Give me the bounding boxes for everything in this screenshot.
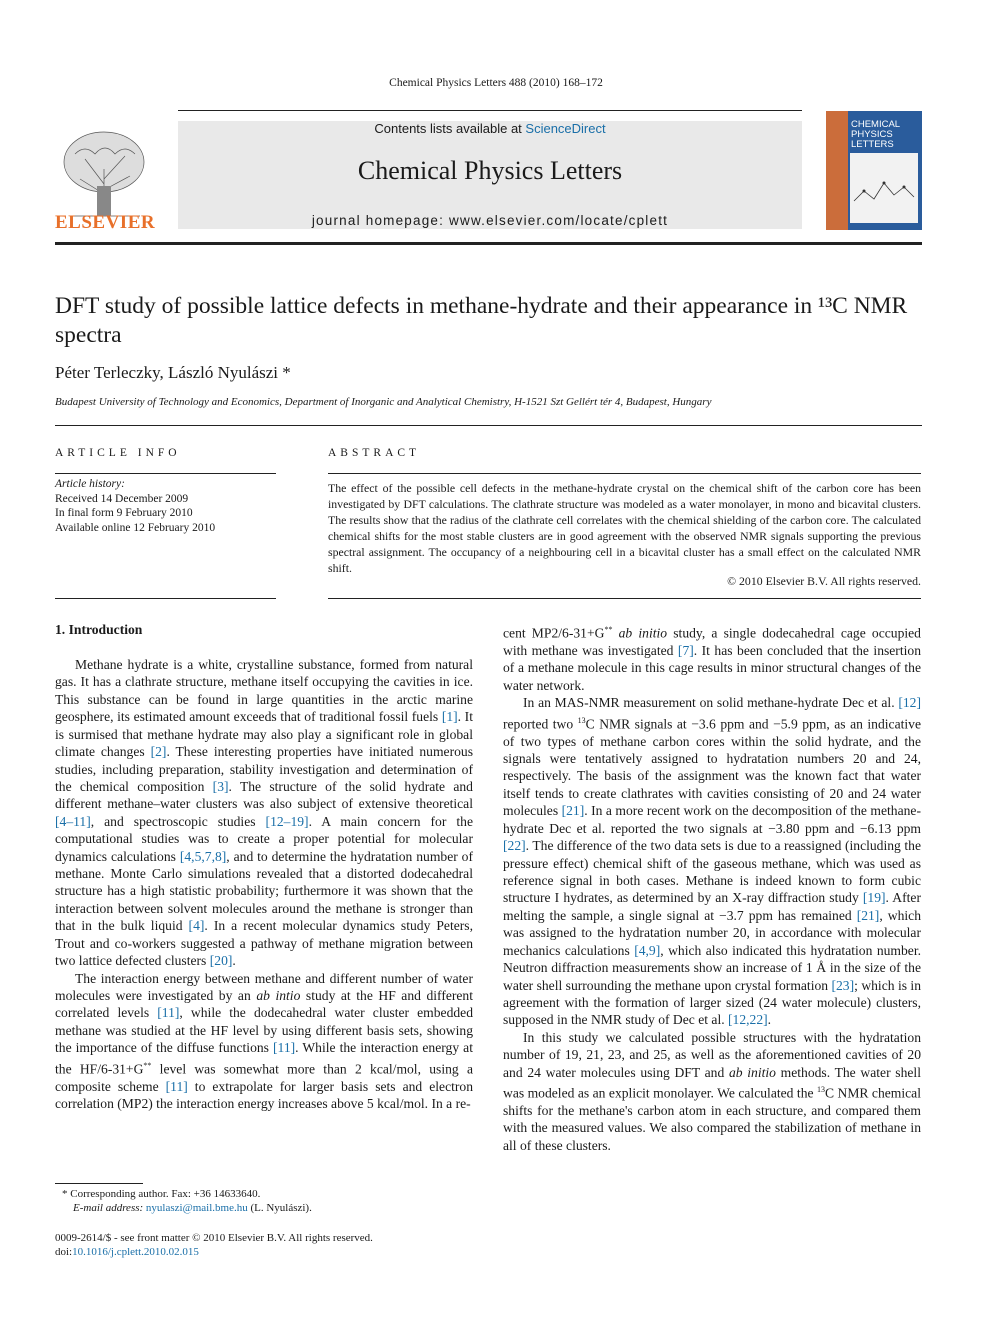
paragraph: In this study we calculated possible structures with the hydratation number of 19, 21, 23, and 25, as well as the aforementioned cavities of 20 and 24 water molecules using DFT and ab initio methods. The water shell was modeled as an explicit monolayer. We calculated the $^{13}$C NMR chemical shifts for the methane's carbon atom in each structure, and compared them with the measured values. We also compared the stabilization of methane in all of these clusters.: [503, 1029, 921, 1153]
ref-link[interactable]: [4–11]: [55, 813, 91, 829]
article-info-rule: [55, 473, 276, 474]
ref-link[interactable]: [21]: [856, 907, 880, 923]
ref-link[interactable]: [19]: [862, 890, 886, 906]
cover-title: CHEMICAL PHYSICS LETTERS: [851, 119, 900, 150]
sciencedirect-link[interactable]: ScienceDirect: [525, 121, 606, 136]
ref-link[interactable]: [11]: [157, 1005, 180, 1021]
email-label: E-mail address:: [73, 1202, 144, 1214]
ref-link[interactable]: [12–19]: [265, 813, 309, 829]
body-right-column: [503, 621, 921, 1154]
introduction-heading: 1. Introduction: [55, 622, 143, 637]
elsevier-wordmark: ELSEVIER: [55, 212, 156, 233]
email-suffix: (L. Nyulászi).: [250, 1202, 312, 1214]
article-history: [55, 477, 276, 535]
article-authors: Péter Terleczky, László Nyulászi *: [55, 363, 291, 382]
article-title: DFT study of possible lattice defects in methane-hydrate and their appearance in ¹³C NMR spectra: [55, 293, 908, 348]
email-link[interactable]: nyulaszi@mail.bme.hu: [145, 1202, 248, 1214]
ref-link[interactable]: [23]: [831, 977, 855, 993]
contents-line: [178, 121, 802, 136]
doi-prefix: doi:: [55, 1246, 73, 1258]
abstract-bottom-rule: [328, 598, 921, 599]
paragraph: Methane hydrate is a white, crystalline substance, formed from natural gas. It has a clathrate structure, methane itself occupying the cavities in ice. This substance can be found in large quantities in the arctic marine geosphere, its estimated amount exceeds that of traditional fossil fuels [1]. It is surmised that methane hydrate may also play a significant role in global climate changes [2]. These interesting properties have initiated numerous studies, including preparation, stability investigation and determination of the chemical composition [3]. The structure of the solid hydrate and different methane–water clusters was also subject of extensive theoretical [4–11], and spectroscopic studies [12–19]. A main concern for the computational studies was to create a proper potential for molecular dynamics calculations [4,5,7,8], and to determine the hydratation number of methane. Monte Carlo simulations revealed that a distorted dodecahedral structure has a high statistic probability; furthermore it was shown that the interaction between solvent molecules around the methane is stronger than that in the bulk liquid [4]. In a recent molecular dynamics study Peters, Trout and co-workers suggested a pathway of methane migration between two lattice defected clusters [20].: [55, 657, 473, 969]
history-label: Article history:: [55, 478, 125, 490]
journal-homepage[interactable]: journal homepage: www.elsevier.com/locate/cplett: [311, 213, 669, 228]
email-note: [62, 1201, 473, 1215]
corresponding-author-note: * Corresponding author. Fax: +36 14633640.: [62, 1188, 261, 1200]
paragraph: The interaction energy between methane and different number of water molecules were investigated by an ab intio study at the HF and different correlated levels [11], while the dodecahedral water cluster embedded methane was studied at the HF level by using different basis sets, showing the importance of the diffuse functions [11]. While the interaction energy at the HF/6-31+G** level was somewhat more than 2 kcal/mol, using a composite scheme [11] to extrapolate for larger basis sets and electron correlation (MP2) the interaction energy increases above 5 kcal/mol. In a re-: [55, 970, 474, 1112]
footnote-rule: [55, 1183, 143, 1184]
contents-prefix: Contents lists available at: [374, 121, 526, 136]
paragraph: cent MP2/6-31+G** ab initio study, a single dodecahedral cage occupied with methane was investigated [7]. It has been concluded that the insertion of a methane molecule in this cage results in minor structural changes of the water network.: [503, 625, 921, 693]
ref-link[interactable]: [12,22]: [728, 1012, 768, 1028]
online-date: Available online 12 February 2010: [55, 521, 216, 534]
ref-link[interactable]: [3]: [212, 778, 229, 794]
abstract-copyright: © 2010 Elsevier B.V. All rights reserved.: [727, 574, 921, 588]
title-rule: [55, 425, 922, 426]
final-form-date: In final form 9 February 2010: [55, 507, 193, 520]
author-affiliation: Budapest University of Technology and Economics, Department of Inorganic and Analytical Chemistry, H-1521 Szt Gellért tér 4, Budapest, Hungary: [55, 396, 712, 408]
cover-diagram-icon: [852, 171, 916, 211]
ref-link[interactable]: [11]: [273, 1040, 296, 1056]
paragraph: In an MAS-NMR measurement on solid methane-hydrate Dec et al. [12] reported two $^{13}$C NMR signals at −3.6 ppm and −5.9 ppm, as an indicative of two types of methane carbon cores within the solid hydrate, and the signals were tentatively assigned to hydratation numbers 20 and 24, respectively. The basis of the assignment was the known fact that water itself tends to create clathrates with cavities consisting of 20 and 24 water molecules [21]. In a more recent work on the decomposition of the methane-hydrate Dec et al. reported the two signals at −3.80 ppm and −6.13 ppm [22]. The difference of the two data sets is due to a reassigned (including the pressure effect) chemical shift of the gaseous methane, which was used as reference signal in both cases. Methane is indeed known to form cubic structure I hydrates, as determined by an X-ray diffraction study [19]. After melting the sample, a single signal at −3.7 ppm has remained [21], which was assigned to the hydratation number 20, in accordance with molecular mechanics calculations [4,9], which also indicated this hydratation number. Neutron diffraction measurements show an increase of 1 Å in the size of the water shell surrounding the methane upon crystal formation [23]; which is in agreement with the formation of larger sized (24 water molecule) clusters, supposed in the NMR study of Dec et al. [12,22].: [503, 695, 922, 1028]
ref-link[interactable]: [4]: [188, 918, 205, 934]
ref-link[interactable]: [21]: [561, 803, 585, 819]
header-top-rule: [178, 110, 802, 111]
issn-note: 0009-2614/$ - see front matter © 2010 Elsevier B.V. All rights reserved.: [55, 1232, 373, 1244]
ref-link[interactable]: [7]: [677, 642, 694, 658]
abstract-rule: [328, 473, 921, 474]
ref-link[interactable]: [22]: [503, 838, 526, 854]
abstract-text: The effect of the possible cell defects in the methane-hydrate crystal on the chemical shift of the carbon core has been investigated by DFT calculations. The clathrate structure was modeled as a water monolayer, in mono and bicavital clusters. The results show that the radius of the clathrate cell correlates with the chemical shielding of the carbon core. The calculated chemical shifts for the most stable clusters are in good agreement with the observed NMR signals supporting the previous spectral assignment. The occupancy of a neighbouring cell in a bicavital cluster has a small effect on the calculated NMR shift.: [328, 481, 921, 575]
ref-link[interactable]: [11]: [165, 1078, 188, 1094]
journal-citation: Chemical Physics Letters 488 (2010) 168–172: [389, 77, 603, 89]
ref-link[interactable]: [2]: [150, 744, 167, 760]
ref-link[interactable]: [1]: [441, 709, 458, 725]
article-info-bottom-rule: [55, 598, 276, 599]
doi-note: [55, 1245, 199, 1259]
article-info-heading: ARTICLE INFO: [55, 447, 181, 459]
ref-link[interactable]: [4,9]: [634, 942, 661, 958]
doi-link[interactable]: 10.1016/j.cplett.2010.02.015: [72, 1246, 199, 1258]
ref-link[interactable]: [12]: [898, 695, 921, 711]
ref-link[interactable]: [4,5,7,8]: [179, 848, 227, 864]
received-date: Received 14 December 2009: [55, 492, 189, 505]
body-left-column: [55, 656, 473, 1113]
journal-title: Chemical Physics Letters: [357, 156, 623, 185]
header-bottom-rule: [55, 242, 922, 245]
ref-link[interactable]: [20]: [209, 953, 233, 969]
footnote-block: [62, 1187, 473, 1215]
abstract-heading: ABSTRACT: [328, 447, 421, 459]
